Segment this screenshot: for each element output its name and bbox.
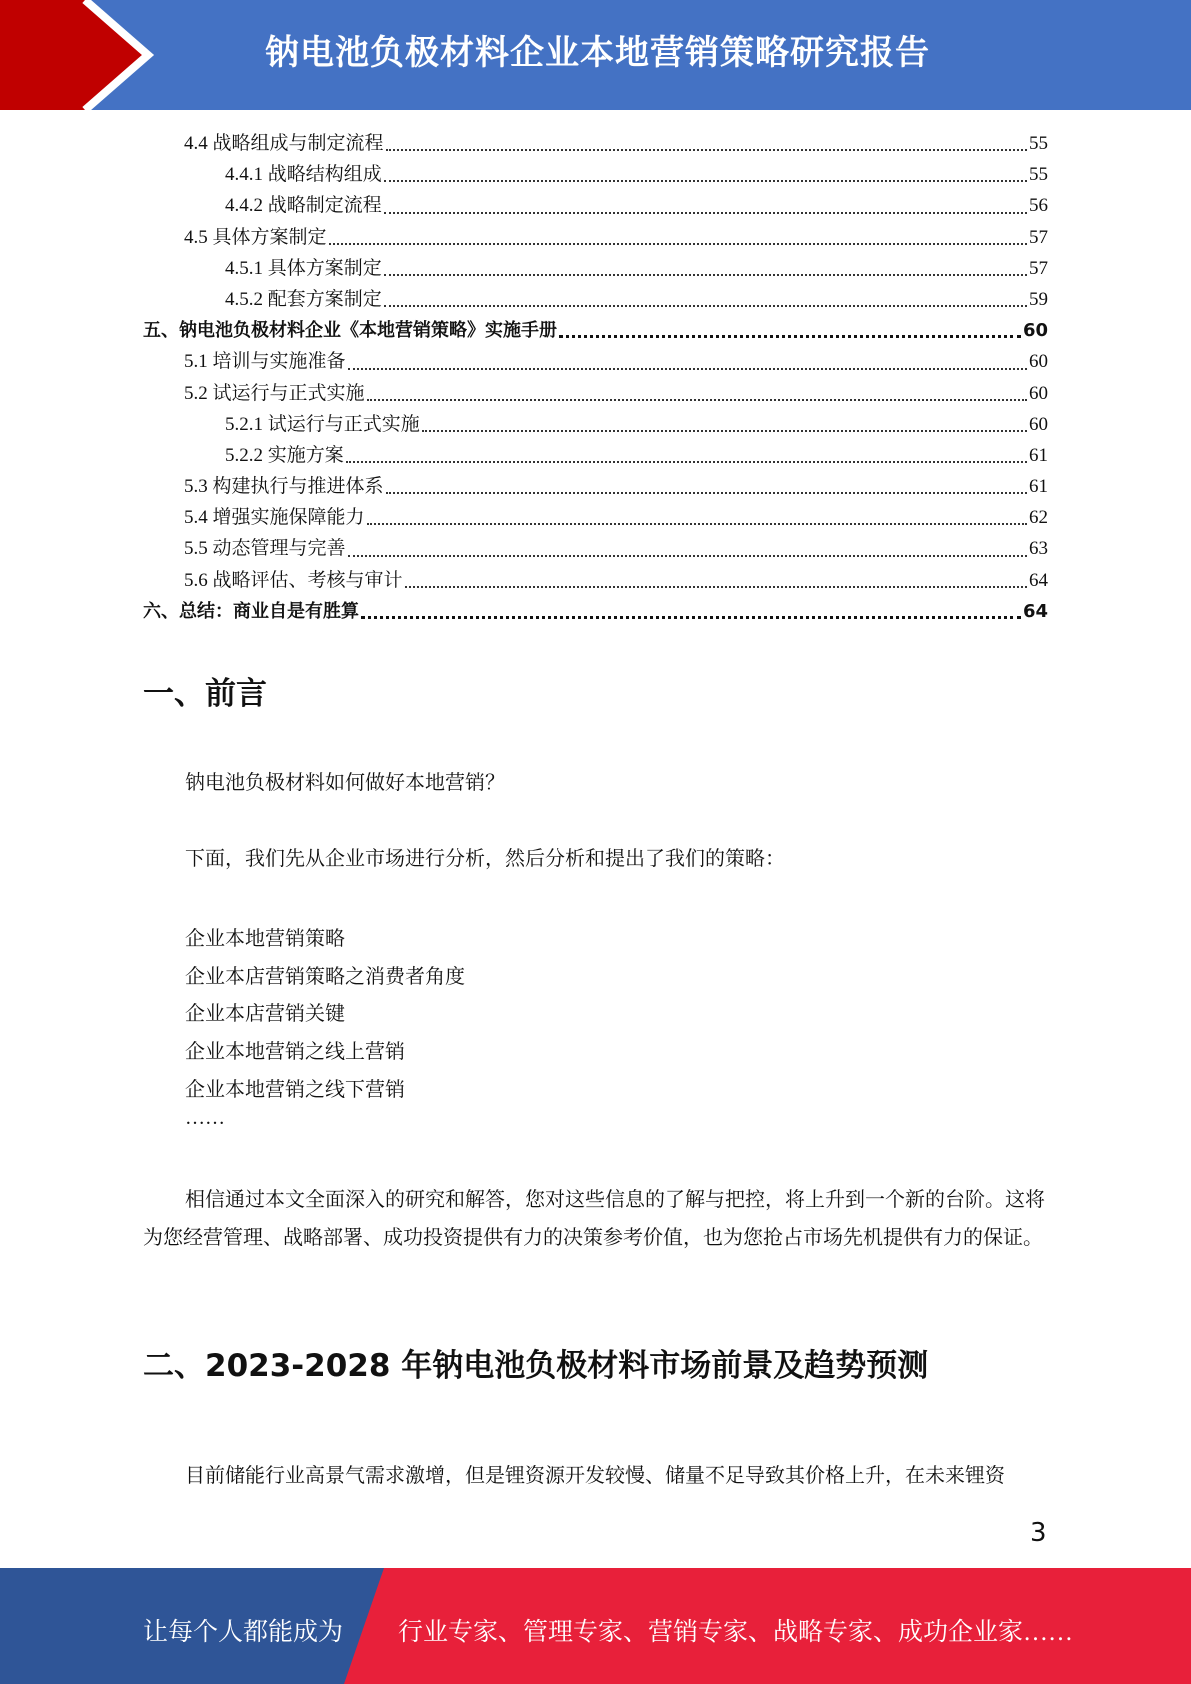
toc-entry-label: 5.2 试运行与正式实施 — [184, 382, 365, 404]
page-header — [0, 0, 1191, 110]
list-item: 企业本地营销之线下营销 — [185, 1079, 405, 1101]
toc-entry-page: 61 — [1029, 444, 1048, 466]
footer-slogan-right: 行业专家、管理专家、营销专家、战略专家、成功企业家…… — [398, 1619, 1074, 1646]
toc-dot-leader — [422, 429, 1027, 432]
toc-entry-page: 60 — [1029, 351, 1048, 373]
toc-entry-page: 55 — [1029, 164, 1048, 186]
section-heading-preface: 一、前言 — [143, 676, 267, 712]
toc-entry-page: 55 — [1029, 133, 1048, 154]
toc-entry-label: 5.1 培训与实施准备 — [184, 351, 346, 373]
toc-dot-leader — [386, 148, 1027, 151]
toc-entry-label: 4.5.1 具体方案制定 — [225, 257, 382, 279]
toc-entry-label: 5.2.1 试运行与正式实施 — [225, 413, 420, 435]
toc-entry[interactable] — [143, 128, 1048, 159]
toc-entry-page: 64 — [1029, 569, 1048, 591]
toc-entry[interactable] — [143, 253, 1048, 284]
toc-entry[interactable] — [143, 346, 1048, 377]
preface-closing-paragraph: 相信通过本文全面深入的研究和解答，您对这些信息的了解与把控，将上升到一个新的台阶。这将为您经营管理、战略部署、成功投资提供有力的决策参考价值，也为您抢占市场先机提供有力的保证。 — [143, 1189, 1045, 1249]
toc-entry-page: 60 — [1022, 320, 1048, 342]
toc-dot-leader — [361, 615, 1021, 619]
toc-dot-leader — [367, 522, 1027, 525]
toc-entry[interactable] — [143, 409, 1048, 440]
toc-dot-leader — [348, 554, 1027, 557]
toc-dot-leader — [348, 367, 1027, 370]
toc-entry[interactable] — [143, 440, 1048, 471]
toc-entry[interactable] — [143, 471, 1048, 502]
forecast-paragraph: 目前储能行业高景气需求激增，但是锂资源开发较慢、储量不足导致其价格上升，在未来锂资 — [185, 1465, 1005, 1487]
toc-entry[interactable] — [143, 159, 1048, 190]
toc-dot-leader — [384, 211, 1027, 214]
toc-entry-page: 63 — [1029, 538, 1048, 560]
toc-entry-label: 4.4.1 战略结构组成 — [225, 164, 382, 186]
page-number: 3 — [1030, 1518, 1047, 1548]
toc-entry-label: 5.4 增强实施保障能力 — [184, 507, 365, 529]
toc-entry-label: 5.5 动态管理与完善 — [184, 538, 346, 560]
section-heading-forecast: 二、2023-2028 年钠电池负极材料市场前景及趋势预测 — [143, 1348, 929, 1384]
table-of-contents — [143, 128, 1048, 627]
list-item: 企业本地营销策略 — [185, 928, 345, 950]
toc-entry[interactable] — [143, 533, 1048, 564]
list-item-ellipsis: …… — [185, 1107, 225, 1129]
toc-dot-leader — [367, 398, 1027, 401]
toc-entry-page: 64 — [1022, 600, 1048, 622]
toc-entry-page: 57 — [1029, 226, 1048, 248]
toc-entry-label: 五、钠电池负极材料企业《本地营销策略》实施手册 — [143, 320, 557, 342]
toc-entry[interactable] — [143, 190, 1048, 221]
preface-question: 钠电池负极材料如何做好本地营销？ — [185, 772, 505, 794]
toc-entry-page: 61 — [1029, 476, 1048, 498]
list-item: 企业本地营销之线上营销 — [185, 1041, 405, 1063]
toc-entry-label: 六、总结：商业自是有胜算 — [143, 600, 359, 622]
toc-entry-label: 4.5 具体方案制定 — [184, 226, 327, 248]
toc-entry-label: 4.5.2 配套方案制定 — [225, 288, 382, 310]
toc-entry-page: 60 — [1029, 413, 1048, 435]
toc-entry-label: 5.6 战略评估、考核与审计 — [184, 569, 403, 591]
toc-entry[interactable] — [143, 222, 1048, 253]
toc-entry[interactable] — [143, 315, 1048, 346]
toc-dot-leader — [346, 460, 1027, 463]
toc-entry[interactable] — [143, 565, 1048, 596]
toc-entry-label: 5.2.2 实施方案 — [225, 444, 344, 466]
toc-entry-label: 4.4.2 战略制定流程 — [225, 195, 382, 217]
toc-entry-page: 56 — [1029, 195, 1048, 217]
toc-dot-leader — [384, 273, 1027, 276]
toc-entry-page: 57 — [1029, 257, 1048, 279]
toc-entry-label: 4.4 战略组成与制定流程 — [184, 133, 384, 154]
report-title: 钠电池负极材料企业本地营销策略研究报告 — [265, 33, 930, 73]
toc-dot-leader — [384, 304, 1027, 307]
toc-entry[interactable] — [143, 378, 1048, 409]
toc-dot-leader — [384, 179, 1027, 182]
list-item: 企业本店营销策略之消费者角度 — [185, 966, 465, 988]
page-footer — [0, 1568, 1191, 1684]
toc-entry[interactable] — [143, 284, 1048, 315]
toc-dot-leader — [559, 334, 1021, 338]
list-item: 企业本店营销关键 — [185, 1003, 345, 1025]
toc-dot-leader — [386, 491, 1027, 494]
toc-entry-page: 62 — [1029, 507, 1048, 529]
toc-entry[interactable] — [143, 502, 1048, 533]
toc-dot-leader — [329, 242, 1027, 245]
preface-intro: 下面，我们先从企业市场进行分析，然后分析和提出了我们的策略： — [185, 848, 785, 870]
toc-entry-page: 59 — [1029, 288, 1048, 310]
toc-entry-page: 60 — [1029, 382, 1048, 404]
toc-dot-leader — [405, 585, 1027, 588]
toc-entry[interactable] — [143, 596, 1048, 627]
footer-slogan-left: 让每个人都能成为 — [143, 1619, 344, 1646]
toc-entry-label: 5.3 构建执行与推进体系 — [184, 476, 384, 498]
